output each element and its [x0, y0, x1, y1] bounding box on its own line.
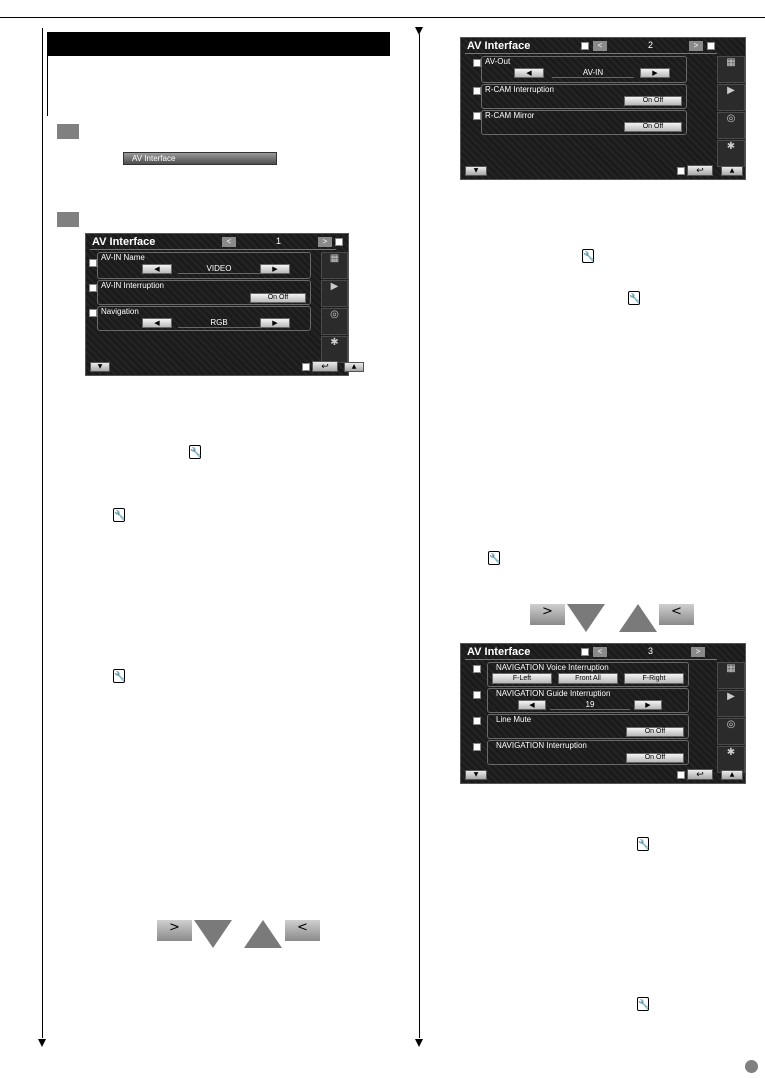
- next-page-button[interactable]: >: [691, 647, 705, 657]
- off-option[interactable]: Off: [656, 754, 666, 761]
- callout-number: [473, 717, 481, 725]
- flow-arrow-down-right: [415, 1039, 423, 1047]
- menu-grid-icon[interactable]: ▦: [717, 662, 745, 689]
- setting-label: AV-IN Interruption: [101, 281, 164, 290]
- setting-label: Line Mute: [496, 715, 532, 724]
- screen-title: AV Interface: [467, 646, 531, 658]
- callout-number: [581, 648, 589, 656]
- right-arrow-button[interactable]: ▶: [260, 264, 290, 274]
- setting-label: NAVIGATION Voice Interruption: [496, 663, 609, 672]
- video-icon[interactable]: ▶: [717, 84, 745, 111]
- scroll-down-triangle-icon: [194, 920, 232, 948]
- prev-page-icon: <: [285, 920, 320, 941]
- wrench-icon: 🔧: [113, 669, 125, 683]
- av-interface-menu-button[interactable]: AV Interface: [123, 152, 277, 165]
- prev-page-icon: <: [659, 604, 694, 625]
- av-interface-screen-page-1: [85, 233, 357, 376]
- callout-number: [677, 771, 685, 779]
- setting-label: NAVIGATION Interruption: [496, 741, 587, 750]
- video-icon[interactable]: ▶: [717, 690, 745, 717]
- next-page-icon: >: [157, 920, 192, 941]
- callout-number: [677, 167, 685, 175]
- next-page-button[interactable]: >: [689, 41, 703, 51]
- wrench-icon: 🔧: [113, 508, 125, 522]
- header-divider: [465, 659, 717, 660]
- setting-av-in-interruption: [97, 280, 311, 305]
- left-arrow-button[interactable]: ◀: [514, 68, 544, 78]
- page-number: 2: [648, 40, 654, 50]
- callout-number: [473, 691, 481, 699]
- on-off-toggle[interactable]: [624, 96, 682, 106]
- wrench-icon: 🔧: [628, 291, 640, 305]
- on-off-toggle[interactable]: [624, 122, 682, 132]
- right-arrow-button[interactable]: ▶: [634, 700, 662, 710]
- callout-number: [89, 309, 97, 317]
- setting-label: R-CAM Interruption: [485, 85, 554, 94]
- setting-label: R-CAM Mirror: [485, 111, 535, 120]
- right-column-flow-line: [419, 34, 420, 1038]
- callout-number: [473, 59, 481, 67]
- left-column-flow-line: [42, 28, 43, 1038]
- page-number: 3: [648, 646, 654, 656]
- step-1-marker: [57, 124, 79, 139]
- scroll-up-triangle-icon: [244, 920, 282, 948]
- setup-icon[interactable]: ✱: [717, 140, 745, 167]
- next-page-icon: >: [530, 604, 565, 625]
- wrench-icon: 🔧: [582, 249, 594, 263]
- setting-label: Navigation: [101, 307, 139, 316]
- wrench-icon: 🔧: [637, 837, 649, 851]
- setting-value: RGB: [178, 318, 260, 328]
- off-option[interactable]: Off: [279, 294, 289, 301]
- setting-navigation-guide-interruption: [487, 688, 689, 713]
- setting-value: 19: [550, 700, 630, 710]
- setting-r-cam-mirror: [481, 110, 687, 135]
- setting-av-in-name: [97, 252, 311, 279]
- video-icon[interactable]: ▶: [321, 280, 348, 307]
- setting-r-cam-interruption: [481, 84, 687, 109]
- return-button[interactable]: ↩: [687, 165, 713, 176]
- on-option[interactable]: On: [642, 97, 653, 104]
- screen-title: AV Interface: [92, 236, 156, 248]
- prev-page-button[interactable]: <: [593, 647, 607, 657]
- wrench-icon: 🔧: [189, 445, 201, 459]
- prev-page-button[interactable]: <: [222, 237, 236, 247]
- callout-number: [581, 42, 589, 50]
- callout-number: [335, 238, 343, 246]
- setting-navigation: [97, 306, 311, 331]
- left-arrow-button[interactable]: ◀: [142, 318, 172, 328]
- header-divider: [465, 53, 717, 54]
- scroll-down-button[interactable]: ▼: [90, 362, 110, 372]
- setting-label: NAVIGATION Guide Interruption: [496, 689, 611, 698]
- scroll-down-triangle-icon: [567, 604, 605, 632]
- step-2-marker: [57, 212, 79, 227]
- callout-number: [473, 87, 481, 95]
- right-arrow-button[interactable]: ▶: [640, 68, 670, 78]
- setting-navigation-voice-interruption: [487, 662, 689, 687]
- setting-navigation-interruption: [487, 740, 689, 765]
- callout-number: [89, 284, 97, 292]
- setup-icon[interactable]: ✱: [321, 336, 348, 363]
- av-interface-screen-page-3: [460, 643, 746, 784]
- setting-value: VIDEO: [178, 264, 260, 274]
- callout-number: [473, 112, 481, 120]
- prev-page-button[interactable]: <: [593, 41, 607, 51]
- left-arrow-button[interactable]: ◀: [518, 700, 546, 710]
- scroll-up-button[interactable]: ▲: [721, 770, 743, 780]
- scroll-up-button[interactable]: ▲: [721, 166, 743, 176]
- section-left-rule: [47, 56, 48, 116]
- callout-number: [473, 665, 481, 673]
- f-right-button[interactable]: F-Right: [624, 673, 684, 684]
- setup-icon[interactable]: ✱: [717, 746, 745, 773]
- wrench-icon: 🔧: [488, 551, 500, 565]
- on-option[interactable]: On: [642, 123, 653, 130]
- page-number-marker: [745, 1060, 758, 1073]
- setting-value: AV-IN: [552, 68, 634, 78]
- callout-number: [473, 743, 481, 751]
- return-button[interactable]: ↩: [312, 361, 338, 372]
- menu-grid-icon[interactable]: ▦: [321, 252, 348, 279]
- on-off-toggle[interactable]: [626, 727, 684, 737]
- flow-arrow-down: [38, 1039, 46, 1047]
- setting-label: AV-Out: [485, 57, 511, 66]
- page-number: 1: [276, 236, 282, 246]
- audio-icon[interactable]: ◎: [321, 308, 348, 335]
- callout-number: [89, 259, 97, 267]
- front-all-button[interactable]: Front All: [558, 673, 618, 684]
- next-page-button[interactable]: >: [318, 237, 332, 247]
- scroll-down-button[interactable]: ▼: [465, 770, 487, 780]
- wrench-icon: 🔧: [637, 997, 649, 1011]
- callout-number: [302, 363, 310, 371]
- header-rule: [0, 17, 765, 18]
- f-left-button[interactable]: F-Left: [492, 673, 552, 684]
- on-off-toggle[interactable]: [250, 293, 306, 303]
- audio-icon[interactable]: ◎: [717, 112, 745, 139]
- section-title-bar: [47, 32, 390, 56]
- off-option[interactable]: Off: [654, 123, 664, 130]
- on-option[interactable]: On: [267, 294, 278, 301]
- setting-av-out: [481, 56, 687, 83]
- setting-label: AV-IN Name: [101, 253, 145, 262]
- scroll-down-button[interactable]: ▼: [465, 166, 487, 176]
- menu-grid-icon[interactable]: ▦: [717, 56, 745, 83]
- return-button[interactable]: ↩: [687, 769, 713, 780]
- audio-icon[interactable]: ◎: [717, 718, 745, 745]
- scroll-up-button[interactable]: ▲: [344, 362, 364, 372]
- left-arrow-button[interactable]: ◀: [142, 264, 172, 274]
- screen-title: AV Interface: [467, 40, 531, 52]
- on-off-toggle[interactable]: [626, 753, 684, 763]
- setting-line-mute: [487, 714, 689, 739]
- scroll-up-triangle-icon: [619, 604, 657, 632]
- off-option[interactable]: Off: [656, 728, 666, 735]
- av-interface-screen-page-2: [460, 37, 746, 180]
- header-divider: [90, 249, 336, 250]
- on-option[interactable]: On: [644, 728, 655, 735]
- right-arrow-button[interactable]: ▶: [260, 318, 290, 328]
- off-option[interactable]: Off: [654, 97, 664, 104]
- callout-number: [707, 42, 715, 50]
- on-option[interactable]: On: [644, 754, 655, 761]
